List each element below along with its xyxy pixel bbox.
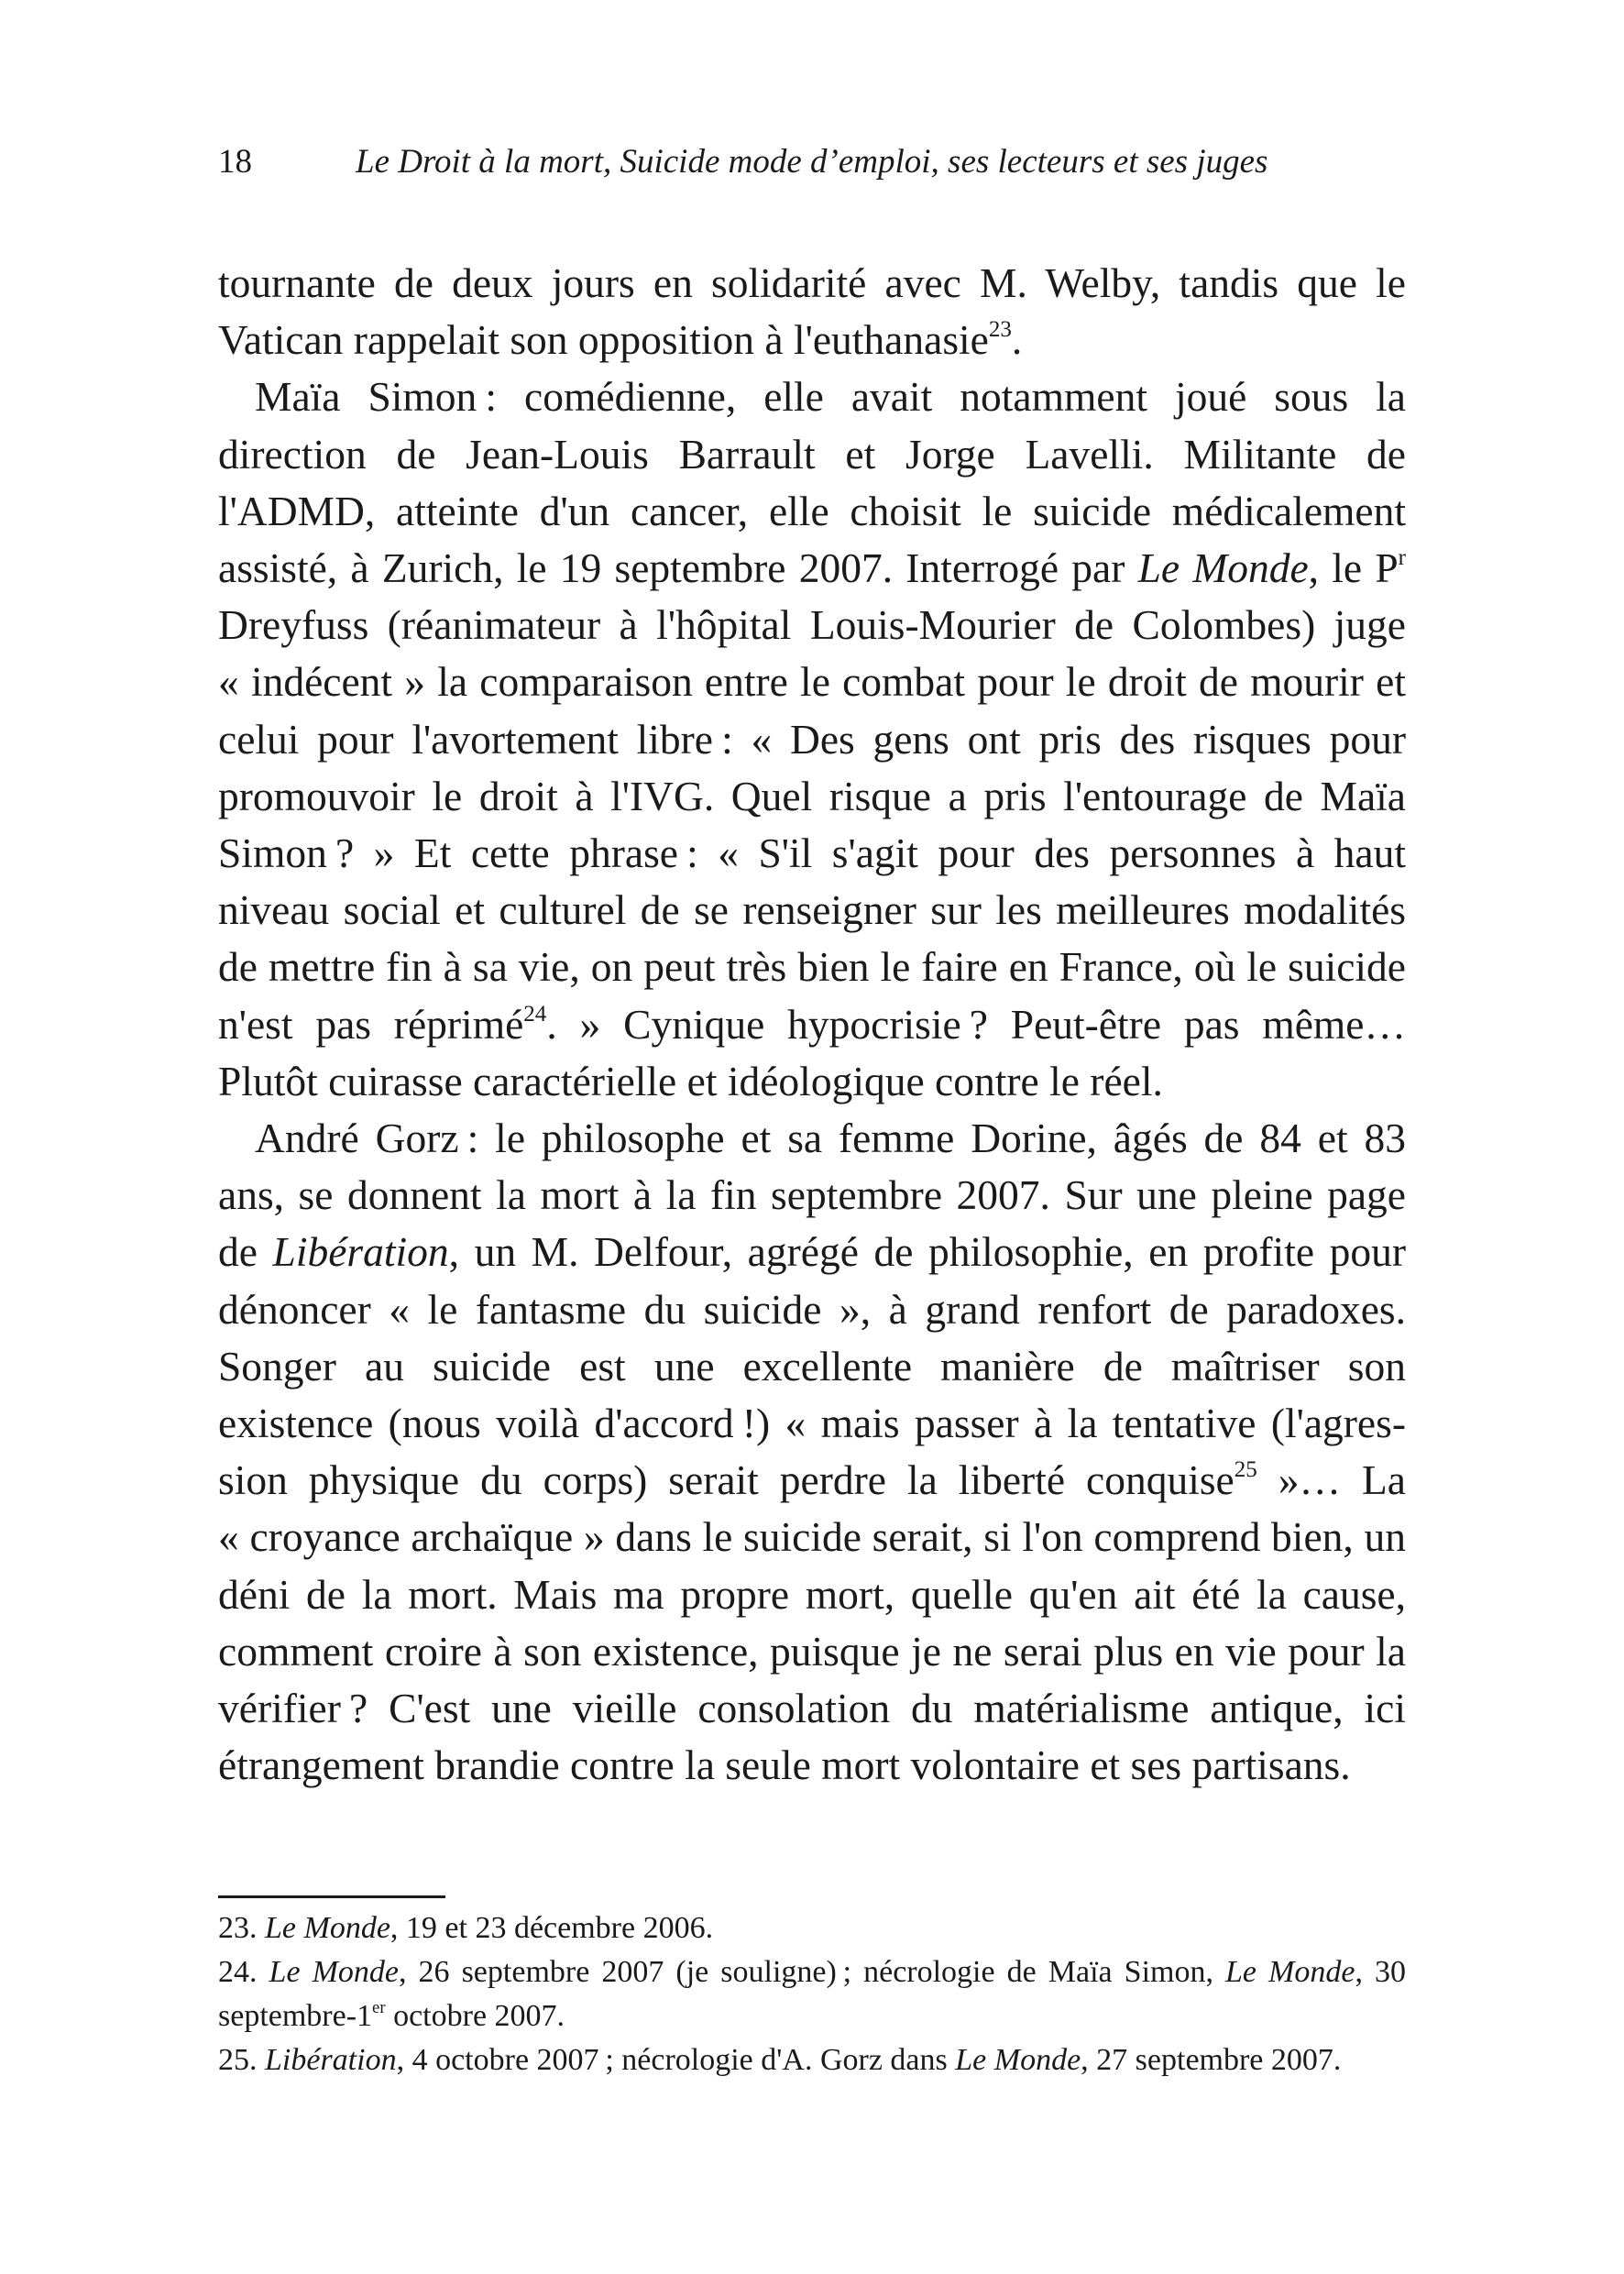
italic-title: Le Monde bbox=[265, 1911, 390, 1945]
text-run: . bbox=[1011, 316, 1023, 364]
text-run: octobre 2007. bbox=[385, 1999, 565, 2033]
footnote-number: 23. bbox=[218, 1911, 265, 1945]
footnote-23 bbox=[218, 1906, 1406, 1950]
italic-title: Le Monde bbox=[1137, 544, 1309, 592]
text-run: André Gorz : le philosophe et sa femme Dorine, âgés de 84 et 83 ans, se donnent la mort à la fin septembre 2007. Sur une pleine page de bbox=[218, 1115, 1406, 1276]
text-run: tournante de deux jours en solidarité avec M. Welby, tandis que le Vatican rappelait son opposition à l'euthanasie bbox=[218, 259, 1406, 364]
footnote-number: 25. bbox=[218, 2043, 265, 2077]
page-number: 18 bbox=[218, 143, 252, 181]
running-header bbox=[218, 139, 1406, 185]
italic-title: Libération bbox=[265, 2043, 397, 2077]
footnote-ref-25[interactable]: 25 bbox=[1234, 1457, 1257, 1483]
footnote-separator bbox=[218, 1895, 445, 1898]
italic-title: Le Monde bbox=[1225, 1955, 1355, 1989]
footnote-ref-24[interactable]: 24 bbox=[523, 1001, 547, 1027]
running-title: Le Droit à la mort, Suicide mode d’emploi, ses lecteurs et ses juges bbox=[356, 143, 1268, 181]
footnotes bbox=[218, 1906, 1406, 2082]
text-run: Dreyfuss (réanimateur à l'hôpital Louis-Mourier de Colombes) juge « indécent » la comparaison entre le combat pour le droit de mourir et celui pour l'avortement libre : « Des gens ont pris des risques pour promouvoir le droit à l'IVG. Quel risque a pris l'entourage de Maïa Simon ? » Et cette phrase : « S'il s'agit pour des personnes à haut niveau social et culturel de se renseigner sur les meilleures modalités de mettre fin à sa vie, on peut très bien le faire en France, où le suicide n'est pas réprimé bbox=[218, 601, 1406, 1048]
footnote-number: 24. bbox=[218, 1955, 269, 1989]
body-text bbox=[218, 255, 1406, 1794]
superscript-er: er bbox=[372, 1997, 386, 2017]
paragraph-maia-simon bbox=[218, 368, 1406, 1110]
text-run: »… La « croyance archaïque » dans le suicide serait, si l'on comprend bien, un déni de la mort. Mais ma propre mort, quelle qu'en ait été la cause, comment croire à son existence, puisque je ne serai plus en vie pour la vérifier ? C'est une vieille consolation du matérialisme antique, ici étrangement brandie contre la seule mort volontaire et ses partisans. bbox=[218, 1456, 1406, 1789]
text-run: Maïa Simon : comédienne, elle avait notamment joué sous la direction de Jean-Louis Barrault et Jorge Lavelli. Militante de l'ADMD, atteinte d'un cancer, elle choisit le suicide médicalement assisté, à Zurich, le 19 septembre 2007. Interrogé par bbox=[218, 373, 1406, 592]
text-run: , un M. Delfour, agrégé de philosophie, en profite pour dénoncer « le fantasme du suicide », à grand renfort de paradoxes. Songer au suicide est une excellente manière de maîtriser son existence (nous voilà d'accord !) « mais passer à la tentative (l'agression physique du corps) serait perdre la liberté conquise bbox=[218, 1228, 1406, 1504]
text-run: , le P bbox=[1308, 544, 1399, 592]
text-run: , 4 octobre 2007 ; nécrologie d'A. Gorz dans bbox=[396, 2043, 956, 2077]
text-run: , 30 septembre-1 bbox=[218, 1955, 1406, 2033]
footnote-25 bbox=[218, 2038, 1406, 2082]
text-run: , 19 et 23 décembre 2006. bbox=[390, 1911, 714, 1945]
italic-title: Le Monde bbox=[955, 2043, 1081, 2077]
text-run: . » Cynique hypocrisie ? Peut-être pas même… Plutôt cuirasse caractérielle et idéologique contre le réel. bbox=[218, 1000, 1407, 1104]
footnote-24 bbox=[218, 1950, 1406, 2038]
italic-title: Le Monde bbox=[269, 1955, 399, 1989]
paragraph-welby bbox=[218, 255, 1406, 368]
text-run: , 27 septembre 2007. bbox=[1081, 2043, 1342, 2077]
text-run: , 26 septembre 2007 (je souligne) ; nécrologie de Maïa Simon, bbox=[399, 1955, 1225, 1989]
paragraph-andre-gorz bbox=[218, 1110, 1406, 1794]
superscript-r: r bbox=[1398, 545, 1406, 571]
italic-title: Libération bbox=[272, 1228, 449, 1276]
footnote-ref-23[interactable]: 23 bbox=[988, 317, 1012, 343]
